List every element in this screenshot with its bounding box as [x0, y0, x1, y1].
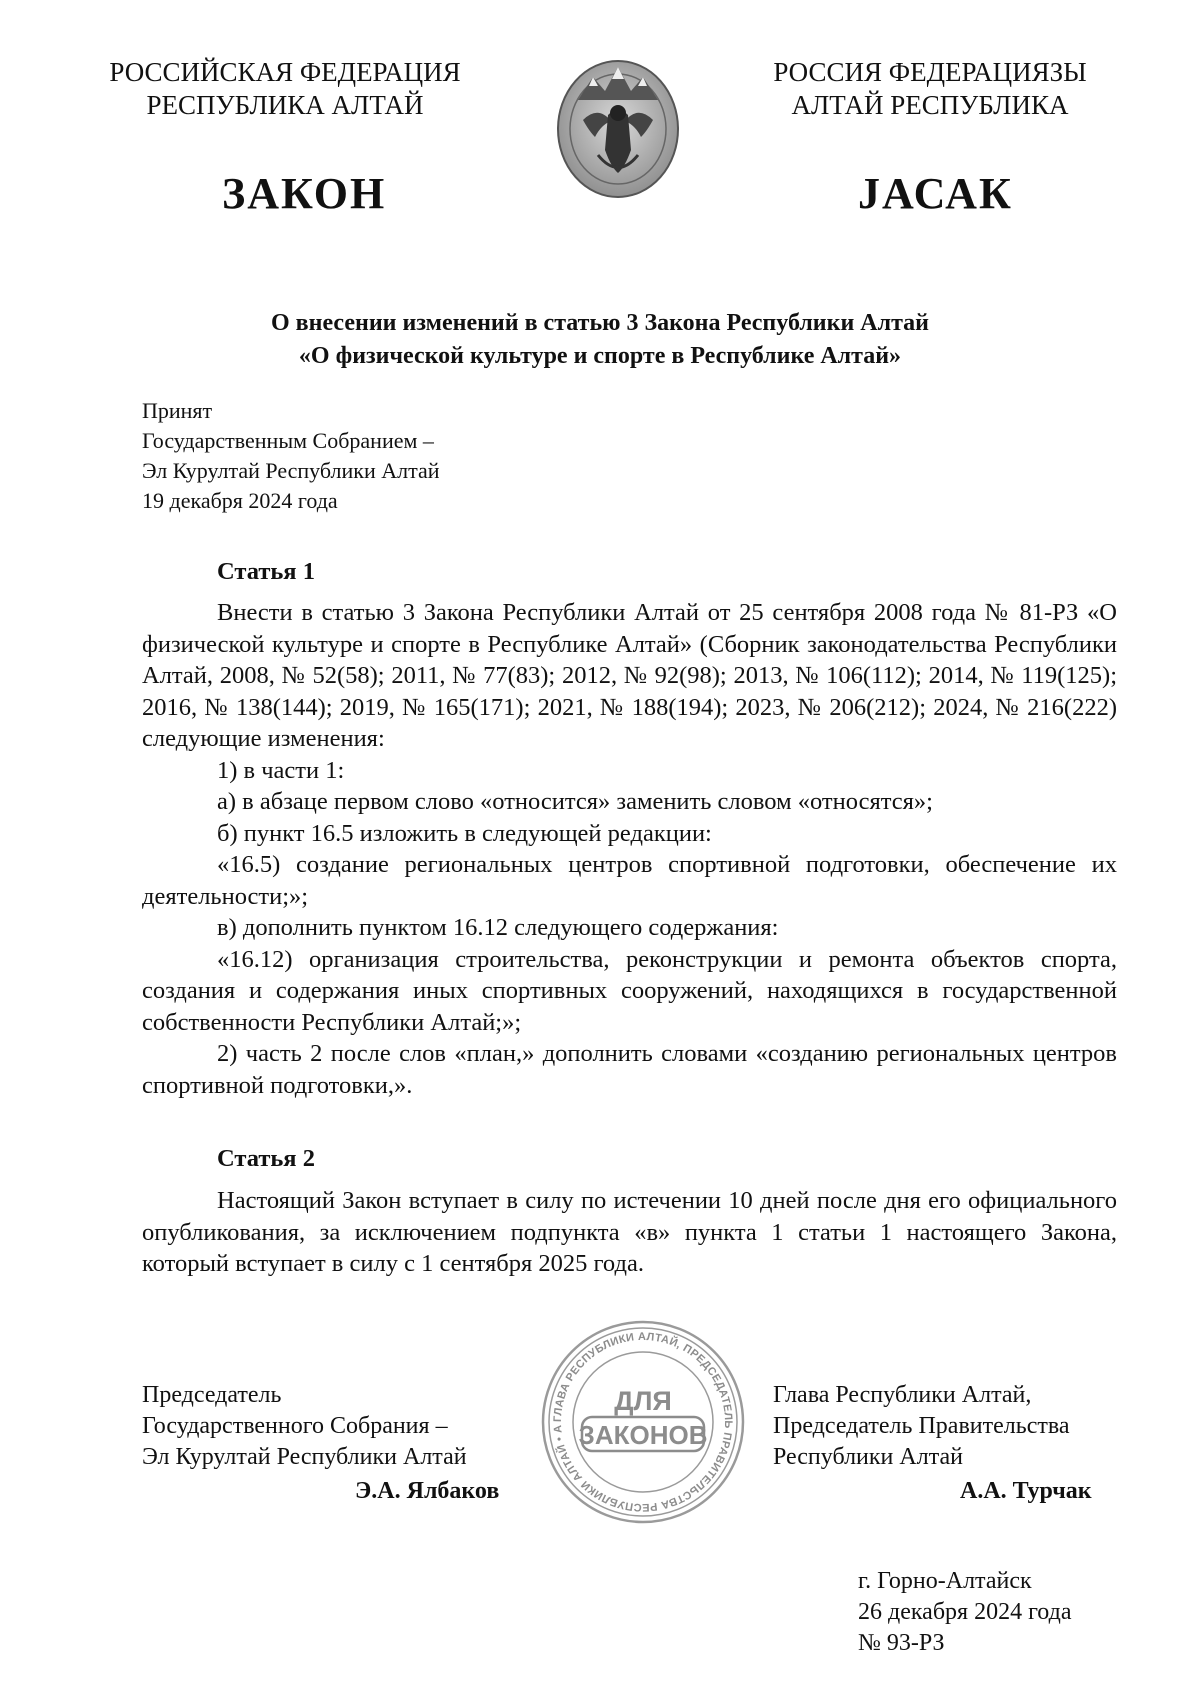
adoption-line-1: Принят — [142, 398, 213, 423]
article-1-paragraph: в) дополнить пунктом 16.12 следующего содержания: — [217, 914, 779, 941]
signature-right — [773, 1380, 1070, 1473]
article-1-paragraph: Внести в статью 3 Закона Республики Алтай от 25 сентября 2008 года № 81-РЗ «О физической культуре и спорте в Республике Алтай» (Сборник законодательства Республики Алтай, 2008, № 52(58); 2011, № 77(83); 2012, № 92(98); 2013, № 106(112); 2014, № 119(125); 2016, № 138(144); 2019, № 165(171); 2021, № 188(194); 2023, № 206(212); 2024, № 216(222) следующие изменения: — [142, 599, 1117, 752]
signature-right-line-2: Председатель Правительства — [773, 1413, 1070, 1439]
article-2-paragraph: Настоящий Закон вступает в силу по истечении 10 дней после дня его официального опубликования, за исключением подпункта «в» пункта 1 статьи 1 настоящего Закона, который вступает в силу с 1 сентября 2025 года. — [142, 1187, 1117, 1277]
header-right-line-2: АЛТАЙ РЕСПУБЛИКА — [791, 90, 1069, 120]
law-title-ru: ЗАКОН — [222, 169, 387, 218]
article-1-paragraph: «16.12) организация строительства, реконструкции и ремонта объектов спорта, создания и содержания иных спортивных сооружений, находящихся в государственной собственности Республики Алтай;»; — [142, 945, 1117, 1036]
article-1-paragraph: «16.5) создание региональных центров спортивной подготовки, обеспечение их деятельности;»; — [142, 851, 1117, 910]
stamp-text-line-2: ЗАКОНОВ — [578, 1420, 708, 1450]
adoption-line-4: 19 декабря 2024 года — [142, 488, 338, 513]
article-2-body — [142, 1185, 1117, 1280]
footer-number: № 93-РЗ — [858, 1630, 945, 1656]
signature-left-line-3: Эл Курултай Республики Алтай — [142, 1444, 467, 1470]
header-left-line-1: РОССИЙСКАЯ ФЕДЕРАЦИЯ — [109, 57, 461, 87]
signature-right-line-1: Глава Республики Алтай, — [773, 1382, 1032, 1408]
adoption-line-3: Эл Курултай Республики Алтай — [142, 458, 440, 483]
coat-of-arms-altai-icon — [553, 55, 683, 200]
signature-left-line-1: Председатель — [142, 1382, 282, 1408]
footer-date: 26 декабря 2024 года — [858, 1599, 1072, 1625]
signature-right-name: А.А. Турчак — [960, 1478, 1092, 1504]
article-1-paragraph: 1) в части 1: — [217, 756, 345, 784]
doc-title-line-1: О внесении изменений в статью 3 Закона Республики Алтай — [271, 310, 929, 336]
header-left-line-2: РЕСПУБЛИКА АЛТАЙ — [146, 90, 424, 120]
article-1-body — [142, 597, 1117, 1101]
article-2-heading: Статья 2 — [217, 1145, 315, 1172]
footer-block — [858, 1566, 1071, 1659]
doc-title — [120, 307, 1080, 373]
footer-city: г. Горно-Алтайск — [858, 1568, 1032, 1594]
stamp-ring-text: ГЛАВА РЕСПУБЛИКИ АЛТАЙ, ПРЕДСЕДАТЕЛЬ ПРАВИТЕЛЬСТВА РЕСПУБЛИКИ АЛТАЙ • А — [551, 1330, 735, 1514]
header-left — [90, 56, 480, 122]
signature-right-line-3: Республики Алтай — [773, 1444, 963, 1470]
signature-left — [142, 1380, 467, 1473]
signature-left-line-2: Государственного Собрания – — [142, 1413, 448, 1439]
article-1-paragraph: б) пункт 16.5 изложить в следующей редакции: — [217, 819, 712, 847]
header-right-line-1: РОССИЯ ФЕДЕРАЦИЯЗЫ — [773, 57, 1087, 87]
signature-left-name: Э.А. Ялбаков — [355, 1478, 500, 1504]
article-1-paragraph: 2) часть 2 после слов «план,» дополнить словами «созданию региональных центров спортивной подготовки,». — [142, 1040, 1117, 1099]
official-stamp — [538, 1317, 748, 1527]
law-title-alt: ЈАСАК — [858, 169, 1013, 218]
adoption-block — [142, 396, 440, 516]
doc-title-line-2: «О физической культуре и спорте в Республике Алтай» — [298, 343, 902, 369]
header-right — [735, 56, 1125, 122]
article-1-heading: Статья 1 — [217, 558, 315, 585]
adoption-line-2: Государственным Собранием – — [142, 428, 434, 453]
article-1-paragraph: а) в абзаце первом слово «относится» заменить словом «относятся»; — [217, 788, 933, 815]
stamp-text-line-1: ДЛЯ — [614, 1386, 672, 1416]
